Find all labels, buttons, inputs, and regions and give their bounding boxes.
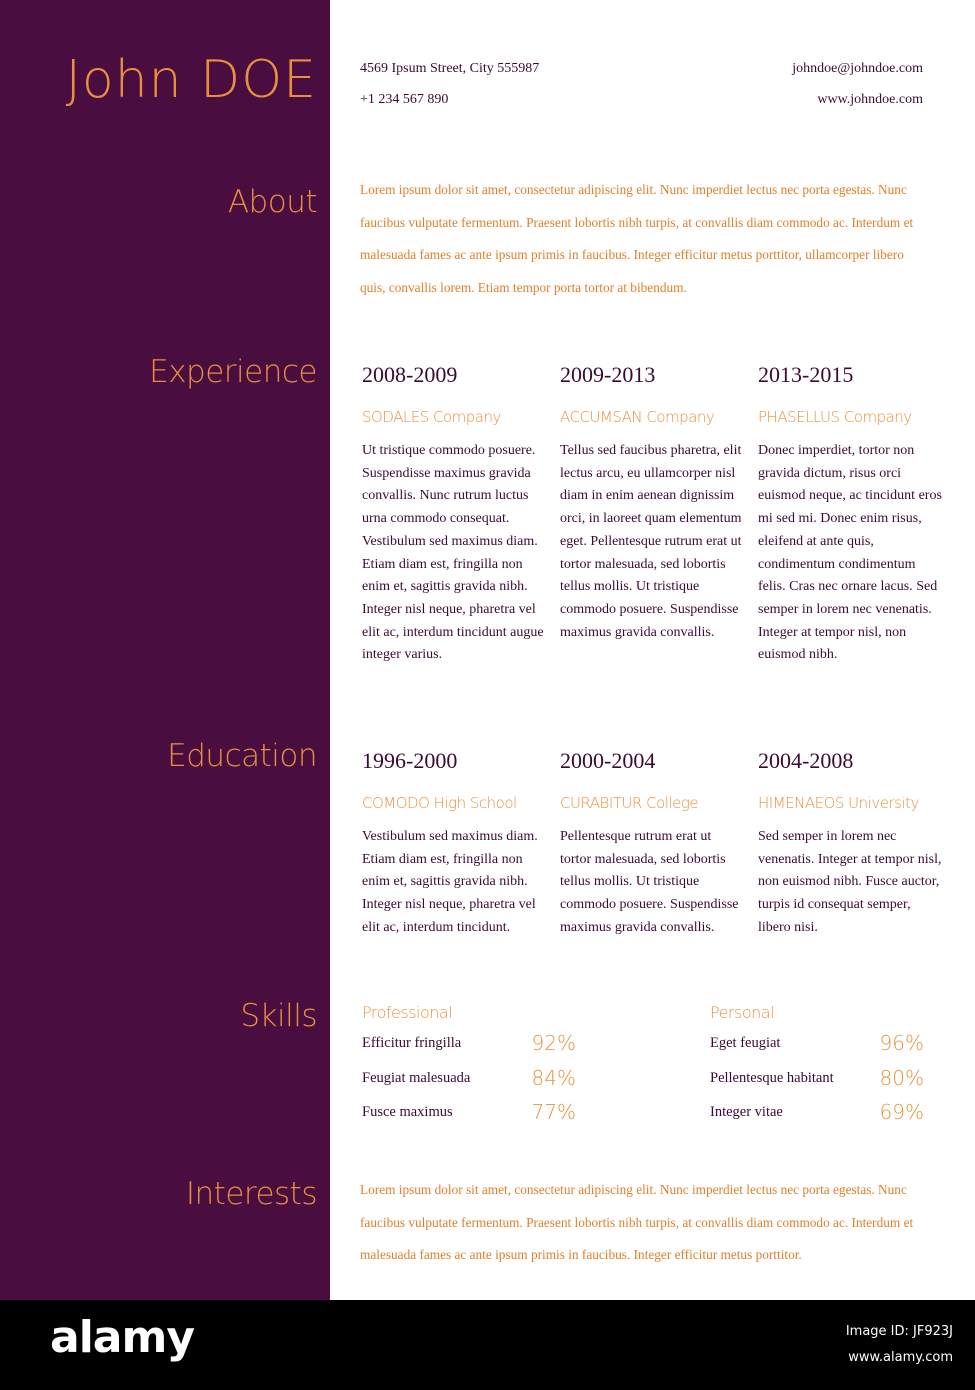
- skill-name: Efficitur fringilla: [362, 1035, 462, 1051]
- section-title-experience: Experience: [149, 354, 317, 390]
- section-title-education: Education: [167, 738, 317, 774]
- skills-professional: [362, 1003, 576, 1135]
- experience-years: 2009-2013: [560, 362, 656, 387]
- education-description: Sed semper in lorem nec venenatis. Integer at tempor nisl, non euismod nibh. Fusce auctor, turpis id consequat semper, libero nisi.: [758, 829, 942, 935]
- phone: +1 234 567 890: [360, 92, 449, 107]
- skill-percent: 92%: [531, 1031, 576, 1055]
- skill-row: [362, 1066, 576, 1101]
- candidate-name: John DOE: [65, 50, 317, 110]
- skill-name: Eget feugiat: [710, 1035, 781, 1051]
- education-school: HIMENAEOS University: [758, 794, 919, 812]
- experience-company: ACCUMSAN Company: [560, 408, 715, 426]
- skill-percent: 84%: [531, 1065, 576, 1090]
- skill-row: [362, 1100, 576, 1135]
- email: johndoe@johndoe.com: [792, 61, 923, 76]
- experience-description: Donec imperdiet, tortor non gravida dictum, risus orci euismod neque, ac tincidunt eros mi sed mi. Donec enim risus, eleifend at ante quis, condimentum condimentum felis. Cras nec ornare lacus. Sed semper in lorem nec venenatis. Integer at tempor nisl, non euismod nibh.: [758, 443, 942, 663]
- education-description: Vestibulum sed maximus diam. Etiam diam est, fringilla non enim et, sagittis gravida nibh. Integer nisl neque, pharetra vel elit ac, interdum tincidunt.: [362, 829, 538, 935]
- section-title-interests: Interests: [185, 1176, 317, 1212]
- stock-footer-bar: [0, 1300, 975, 1390]
- skills-heading: Professional: [362, 1003, 453, 1022]
- skill-name: Pellentesque habitant: [710, 1069, 834, 1086]
- stock-site-url: www.alamy.com: [848, 1350, 953, 1365]
- section-title-skills: Skills: [240, 998, 317, 1034]
- skill-row: [710, 1066, 924, 1101]
- skill-row: [710, 1031, 924, 1066]
- skill-percent: 69%: [879, 1100, 924, 1124]
- skills-personal: [710, 1003, 924, 1135]
- alamy-logo: alamy: [50, 1312, 194, 1363]
- skill-percent: 80%: [879, 1065, 924, 1090]
- education-school: CURABITUR College: [560, 794, 699, 812]
- image-id: Image ID: JF923J: [845, 1324, 953, 1339]
- experience-entry: [758, 362, 943, 667]
- section-title-about: About: [227, 184, 317, 220]
- education-school: COMODO High School: [362, 794, 517, 812]
- skills-heading: Personal: [710, 1003, 775, 1022]
- interests-text: Lorem ipsum dolor sit amet, consectetur adipiscing elit. Nunc imperdiet lectus nec porta egestas. Nunc faucibus vulputate fermentum. Praesent lobortis nibh turpis, at convallis diam commodo ac. Interdum et malesuada fames ac ante ipsum primis in faucibus. Integer efficitur metus porttitor.: [360, 1182, 914, 1262]
- education-entry: [758, 748, 943, 940]
- experience-entry: [560, 362, 745, 644]
- skill-name: Feugiat malesuada: [362, 1069, 471, 1086]
- skill-row: [710, 1100, 924, 1135]
- skill-row: [362, 1031, 576, 1066]
- about-text: Lorem ipsum dolor sit amet, consectetur adipiscing elit. Nunc imperdiet lectus nec porta egestas. Nunc faucibus vulputate fermentum. Praesent lobortis nibh turpis, at convallis diam commodo ac. Interdum et malesuada fames ac ante ipsum primis in faucibus. Integer efficitur metus porttitor, ullamcorper libero quis, convallis lorem. Etiam tempor porta tortor at bibendum.: [360, 182, 914, 295]
- experience-entry: [362, 362, 547, 667]
- experience-description: Tellus sed faucibus pharetra, elit lectus arcu, eu ullamcorper nisl diam in enim aenean dignissim orci, in laoreet quam elementum eget. Pellentesque rutrum erat ut tortor malesuada, sed lobortis tellus mollis. Ut tristique commodo posuere. Suspendisse maximus gravida convallis.: [560, 443, 742, 640]
- education-years: 1996-2000: [362, 748, 458, 773]
- education-entry: [362, 748, 547, 940]
- experience-years: 2008-2009: [362, 362, 458, 387]
- education-years: 2004-2008: [758, 748, 854, 773]
- address: 4569 Ipsum Street, City 555987: [360, 61, 540, 76]
- experience-years: 2013-2015: [758, 362, 854, 387]
- education-years: 2000-2004: [560, 748, 656, 773]
- skill-percent: 96%: [879, 1031, 924, 1055]
- education-entry: [560, 748, 745, 940]
- experience-company: SODALES Company: [362, 408, 501, 426]
- experience-company: PHASELLUS Company: [758, 408, 912, 426]
- skill-name: Fusce maximus: [362, 1104, 453, 1120]
- education-description: Pellentesque rutrum erat ut tortor malesuada, sed lobortis tellus mollis. Ut tristique commodo posuere. Suspendisse maximus gravida convallis.: [560, 829, 739, 935]
- skill-percent: 77%: [531, 1100, 576, 1124]
- website: www.johndoe.com: [817, 92, 923, 107]
- skill-name: Integer vitae: [710, 1104, 783, 1120]
- experience-description: Ut tristique commodo posuere. Suspendisse maximus gravida convallis. Nunc rutrum luctus urna commodo consequat. Vestibulum sed maximus diam. Etiam diam est, fringilla non enim et, sagittis gravida nibh. Integer nisl neque, pharetra vel elit ac, interdum tincidunt augue integer varius.: [362, 443, 544, 663]
